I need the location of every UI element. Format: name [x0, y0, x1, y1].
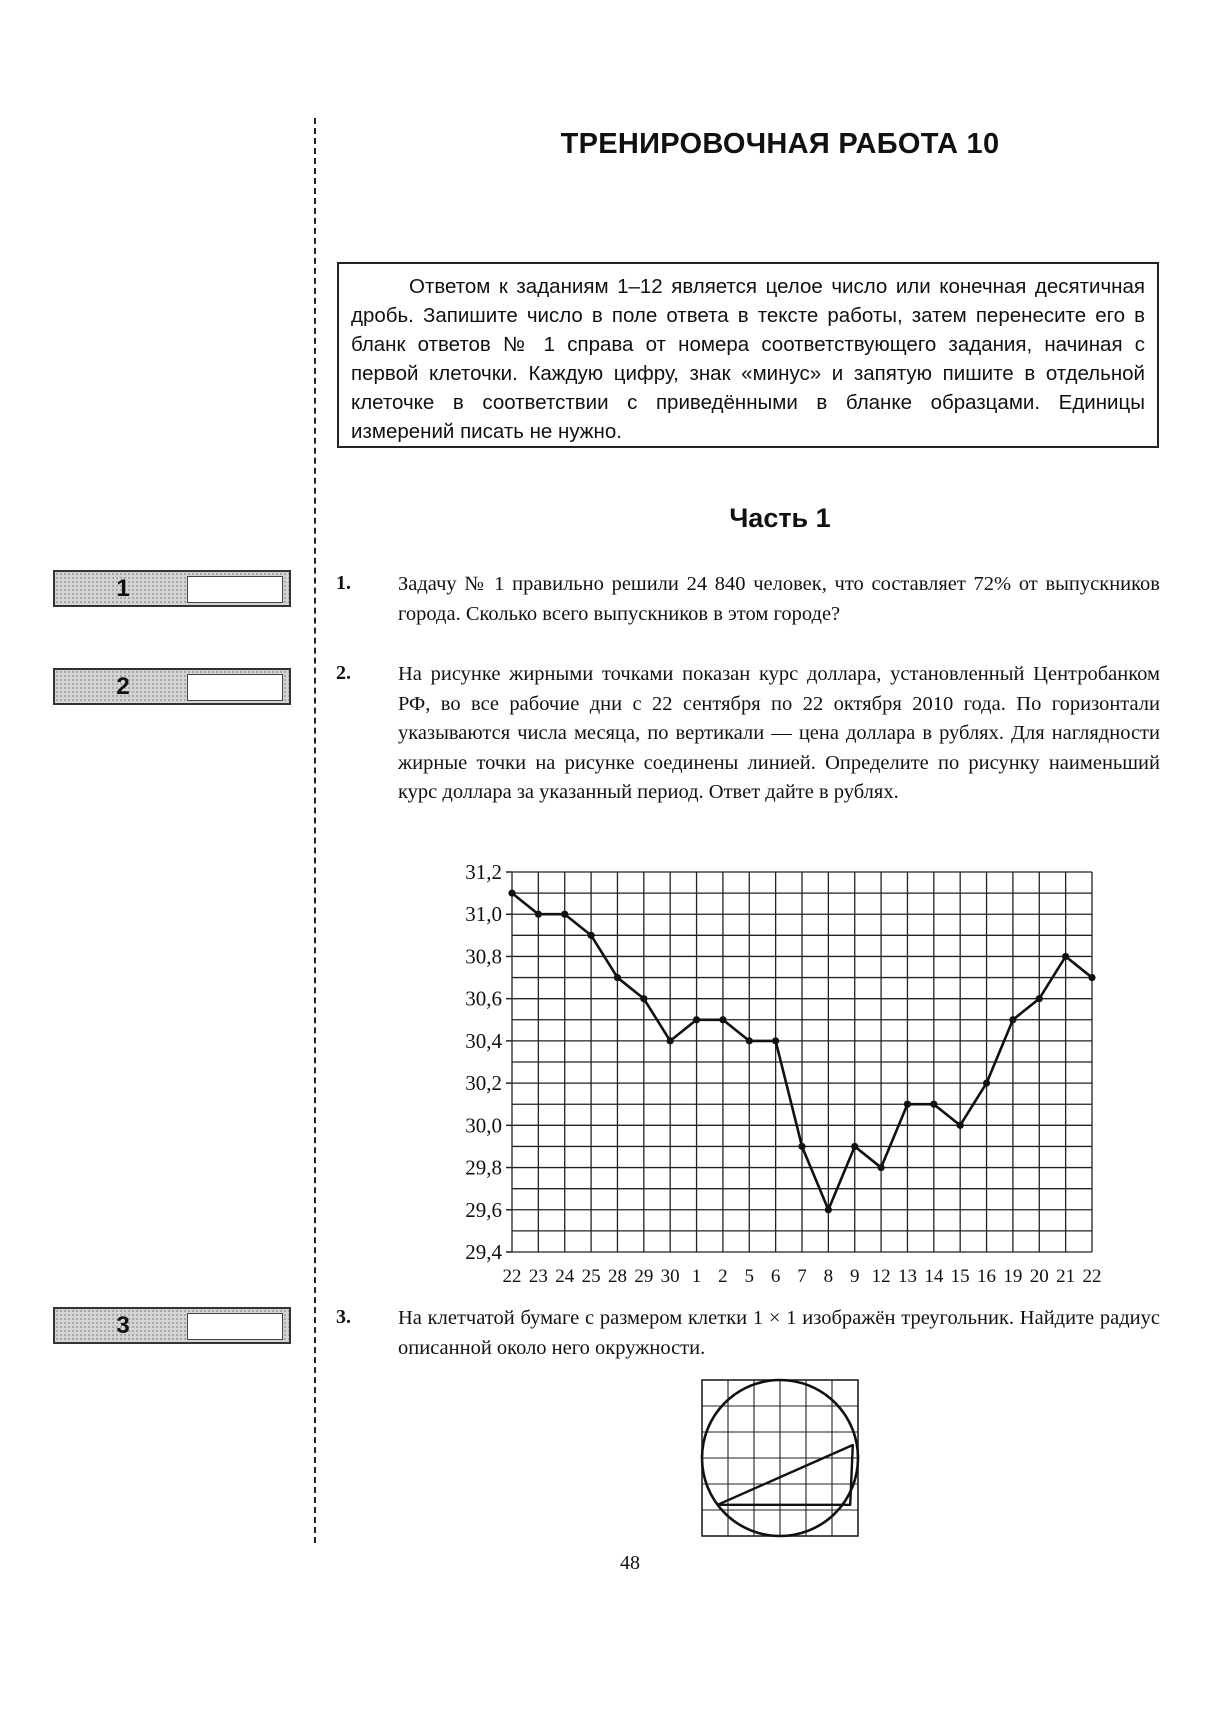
chart-x-tick-label: 24 [555, 1266, 575, 1287]
chart-point [614, 974, 621, 981]
chart-point [1009, 1016, 1016, 1023]
chart-x-tick-label: 22 [502, 1266, 522, 1287]
chart-point [1088, 974, 1095, 981]
chart-point [904, 1101, 911, 1108]
chart-y-tick-label: 31,2 [465, 860, 502, 884]
chart-y-tick-label: 31,0 [465, 902, 502, 927]
chart-point [877, 1164, 884, 1171]
chart-x-tick-label: 19 [1003, 1266, 1023, 1287]
chart-point [640, 995, 647, 1002]
chart-grid [512, 872, 1092, 1252]
chart-x-tick-label: 30 [660, 1266, 680, 1287]
chart-x-tick-label: 13 [897, 1266, 917, 1287]
answer-box-3 [53, 1307, 291, 1344]
chart-x-tick-label: 7 [797, 1266, 807, 1287]
chart-y-tick-label: 30,4 [465, 1028, 502, 1053]
chart-x-tick-label: 14 [924, 1266, 944, 1287]
chart-x-tick-label: 25 [581, 1266, 601, 1287]
chart-x-tick-label: 9 [849, 1266, 860, 1287]
chart-point [772, 1037, 779, 1044]
answer-field-1[interactable] [187, 576, 283, 603]
chart-point [983, 1080, 990, 1087]
answer-box-number: 2 [116, 673, 130, 700]
chart-point [719, 1016, 726, 1023]
chart-point [561, 911, 568, 918]
triangle-figure [700, 1378, 860, 1538]
task-3-text: На клетчатой бумаге с размером клетки 1 × 1 изображён треугольник. Найдите радиус описанной около него окружности. [398, 1307, 1160, 1359]
task-2-text: На рисунке жирными точками показан курс доллара, установленный Центробанком РФ, во все рабочие дни с 22 сентября по 22 октября 2010 года. По горизонтали указываются числа месяца, по вертикали — цена доллара в рублях. Для наглядности жирные точки на рисунке соединены линией. Определите по рисунку наименьший курс доллара за указанный период. Ответ дайте в рублях. [398, 663, 1160, 803]
task-1-number: 1. [336, 572, 351, 594]
chart-x-tick-label: 20 [1029, 1266, 1049, 1287]
instructions-box: Ответом к заданиям 1–12 является целое число или конечная десятичная дробь. Запишите число в поле ответа в тексте работы, затем перенесите его в бланк ответов № 1 справа от номера соответствующего задания, начиная с первой клеточки. Каждую цифру, знак «минус» и запятую пишите в отдельной клеточке в соответствии с приведёнными в бланке образцами. Единицы измерений писать не нужно. [337, 262, 1159, 448]
chart-point [667, 1037, 674, 1044]
chart-x-tick-label: 5 [744, 1266, 755, 1287]
chart-y-tick-label: 30,0 [465, 1113, 502, 1138]
chart-x-tick-label: 15 [950, 1266, 970, 1287]
chart-point [798, 1143, 805, 1150]
chart-point [930, 1101, 937, 1108]
answer-field-3[interactable] [187, 1313, 283, 1340]
chart-y-tick-label: 30,8 [465, 944, 502, 969]
part-title: Часть 1 [729, 503, 831, 533]
chart-point [1062, 953, 1069, 960]
answer-box-1 [53, 570, 291, 607]
chart-x-tick-label: 6 [770, 1266, 781, 1287]
chart-point [535, 911, 542, 918]
page-number: 48 [620, 1552, 640, 1574]
cut-line [314, 118, 316, 1543]
chart-point [825, 1206, 832, 1213]
answer-field-2[interactable] [187, 674, 283, 701]
chart-x-tick-label: 21 [1056, 1266, 1076, 1287]
chart-x-tick-label: 22 [1082, 1266, 1102, 1287]
chart-x-tick-label: 12 [871, 1266, 891, 1287]
chart-x-tick-label: 1 [691, 1266, 702, 1287]
exchange-rate-chart [440, 858, 1120, 1287]
task-2-number: 2. [336, 662, 351, 684]
chart-point [957, 1122, 964, 1129]
chart-point [1036, 995, 1043, 1002]
chart-x-tick-label: 16 [977, 1266, 997, 1287]
chart-x-tick-label: 28 [607, 1266, 627, 1287]
chart-y-tick-label: 29,8 [465, 1155, 502, 1180]
chart-point [587, 932, 594, 939]
chart-y-tick-label: 30,6 [465, 986, 502, 1011]
chart-point [851, 1143, 858, 1150]
chart-y-tick-label: 29,6 [465, 1197, 502, 1222]
chart-x-ticks [503, 1266, 1102, 1287]
chart-y-tick-label: 30,2 [465, 1071, 502, 1096]
answer-box-number: 1 [116, 575, 130, 602]
chart-y-ticks [465, 860, 512, 1264]
task-1-text: Задачу № 1 правильно решили 24 840 человек, что составляет 72% от выпускников города. Сколько всего выпускников в этом городе? [398, 573, 1160, 625]
chart-x-tick-label: 29 [634, 1266, 654, 1287]
answer-box-number: 3 [116, 1312, 130, 1339]
chart-point [746, 1037, 753, 1044]
answer-box-2 [53, 668, 291, 705]
chart-x-tick-label: 8 [823, 1266, 834, 1287]
chart-x-tick-label: 23 [528, 1266, 548, 1287]
task-3-number: 3. [336, 1306, 351, 1328]
chart-point [693, 1016, 700, 1023]
chart-y-tick-label: 29,4 [465, 1240, 502, 1264]
chart-point [508, 890, 515, 897]
chart-x-tick-label: 2 [718, 1266, 728, 1287]
page-title: ТРЕНИРОВОЧНАЯ РАБОТА 10 [560, 128, 1000, 160]
